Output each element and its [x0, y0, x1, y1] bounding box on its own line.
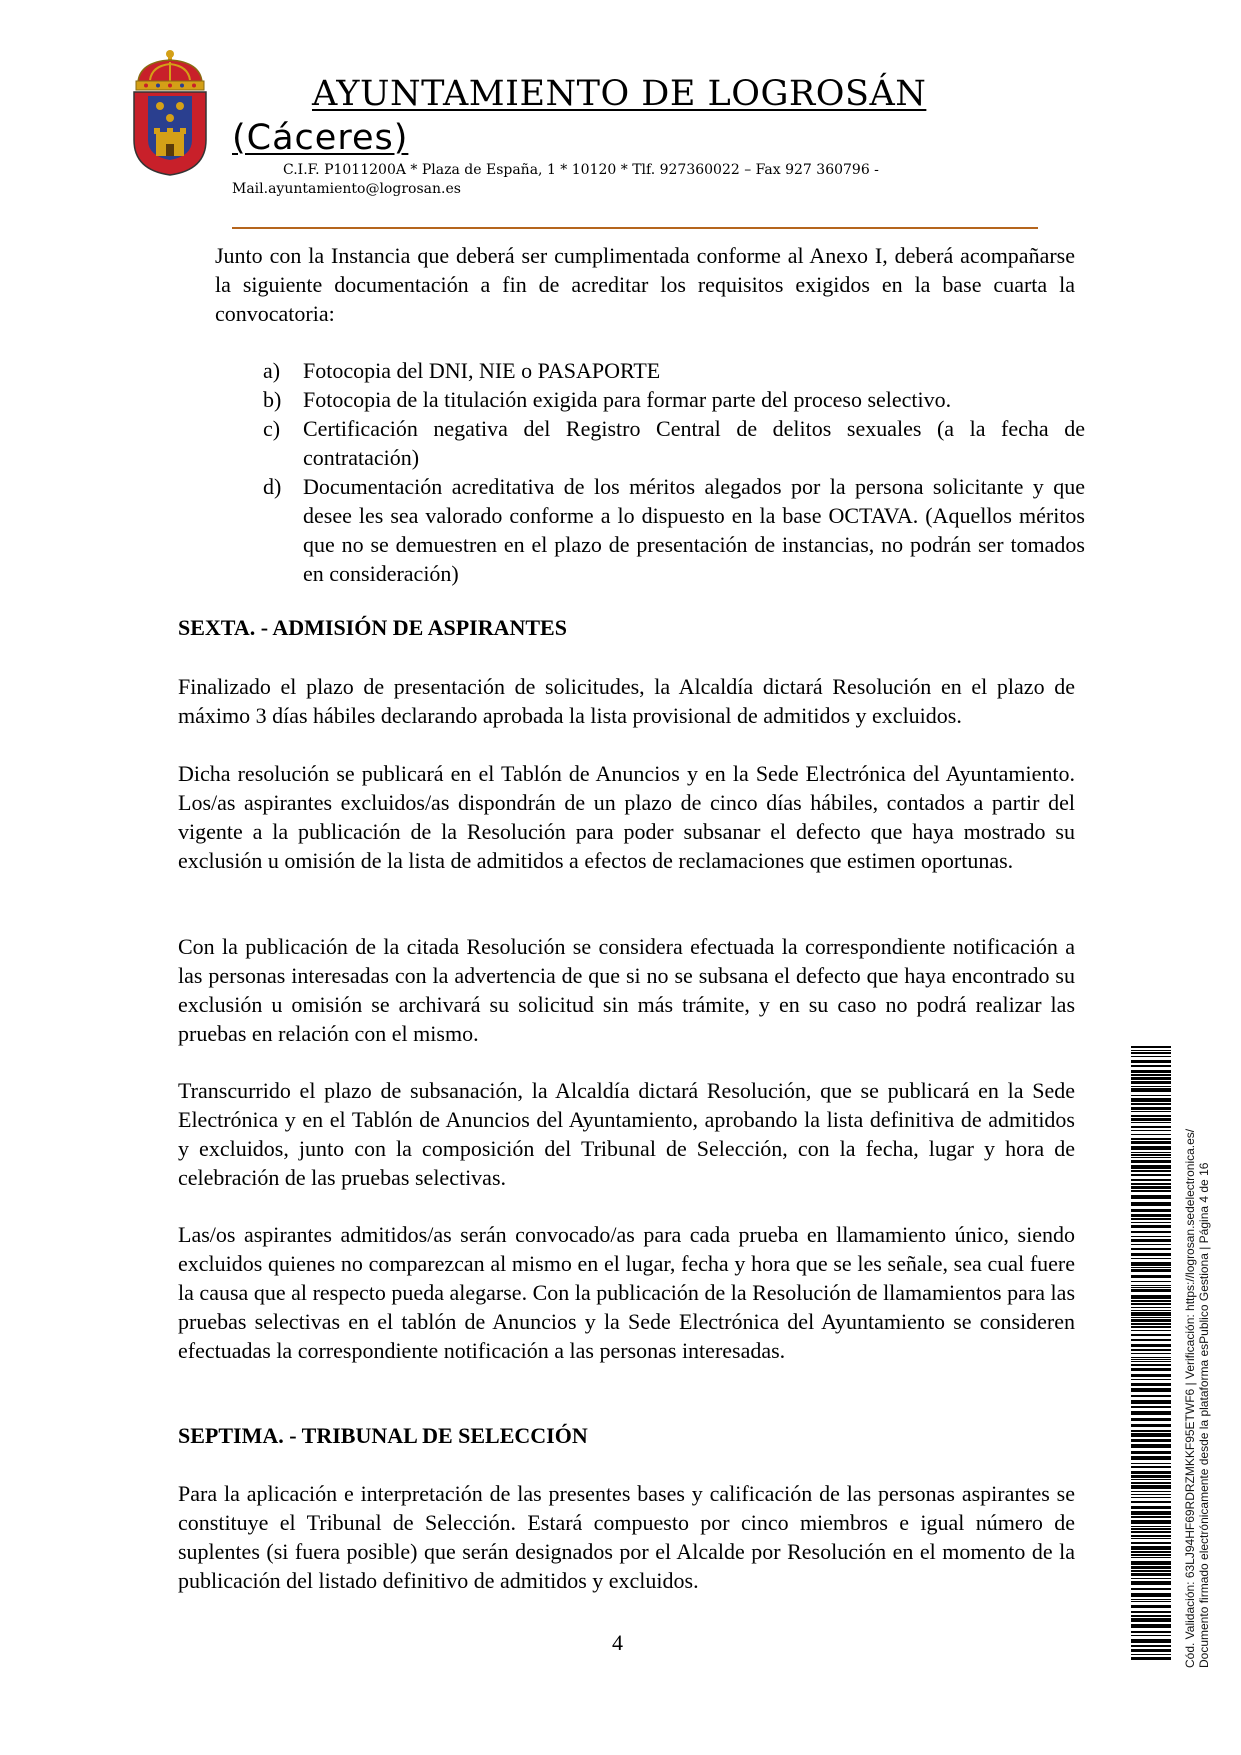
paragraph: Para la aplicación e interpretación de las presentes bases y calificación de las personas aspirantes se constituye el Tribunal de Selección. Estará compuesto por cinco miembros e igual número de suplentes (si fuera posible) que serán designados por el Alcalde por Resolución en el momento de la publicación del listado definitivo de admitidos y excluidos. — [178, 1481, 1075, 1593]
coat-of-arms-icon — [130, 48, 210, 176]
list-item — [263, 385, 1085, 414]
barcode-icon — [1131, 1046, 1171, 1660]
paragraph: Finalizado el plazo de presentación de solicitudes, la Alcaldía dictará Resolución en el plazo de máximo 3 días hábiles declarando aprobada la lista provisional de admitidos y excluidos. — [178, 674, 1075, 728]
section-heading-sexta: SEXTA. - ADMISIÓN DE ASPIRANTES — [178, 615, 567, 640]
page-title: AYUNTAMIENTO DE LOGROSÁN — [312, 74, 927, 114]
list-marker: a) — [263, 358, 281, 383]
list-marker: d) — [263, 474, 282, 499]
header-divider — [232, 227, 1038, 229]
page-subtitle: (Cáceres) — [232, 118, 409, 158]
list-item-text: Fotocopia del DNI, NIE o PASAPORTE — [303, 358, 661, 383]
paragraph: Transcurrido el plazo de subsanación, la Alcaldía dictará Resolución, que se publicará en la Sede Electrónica y en el Tablón de Anuncios del Ayuntamiento, aprobando la lista definitiva de admitidos y excluidos, junto con la composición del Tribunal de Selección, con la fecha, lugar y hora de celebración de las pruebas selectivas. — [178, 1078, 1075, 1190]
validation-line: Cód. Validación: 63LJ94HF69RDRZMKKF95ETWF6 | Verificación: https://logrosan.sedelectronica.es/ — [1183, 1128, 1197, 1668]
list-item — [263, 414, 1085, 472]
list-item-text: Certificación negativa del Registro Central de delitos sexuales (a la fecha de contratación) — [303, 416, 1085, 470]
contact-email: Mail.ayuntamiento@logrosan.es — [232, 181, 461, 197]
list-item — [263, 472, 1085, 588]
documents-list — [263, 356, 1085, 588]
list-item — [263, 356, 1085, 385]
paragraph: Con la publicación de la citada Resolución se considera efectuada la correspondiente notificación a las personas interesadas con la advertencia de que si no se subsana el defecto que haya encontrado su exclusión u omisión se archivará su solicitud sin más trámite, y en su caso no podrá realizar las pruebas en relación con el mismo. — [178, 934, 1075, 1046]
paragraph: Dicha resolución se publicará en el Tablón de Anuncios y en la Sede Electrónica del Ayuntamiento. Los/as aspirantes excluidos/as dispondrán de un plazo de cinco días hábiles, contados a partir del vigente a la publicación de la Resolución para poder subsanar el defecto que haya mostrado su exclusión u omisión de la lista de admitidos a efectos de reclamaciones que estimen oportunas. — [178, 761, 1075, 873]
list-marker: c) — [263, 416, 281, 441]
paragraph: Las/os aspirantes admitidos/as serán convocado/as para cada prueba en llamamiento único, siendo excluidos quienes no comparezcan al mismo en el lugar, fecha y hora que se les señale, sea cual fuere la causa que al respecto pueda alegarse. Con la publicación de la Resolución de llamamientos para las pruebas selectivas en el tablón de Anuncios y la Sede Electrónica del Ayuntamiento se consideren efectuadas la correspondiente notificación a las personas interesadas. — [178, 1222, 1075, 1363]
page-number: 4 — [612, 1630, 623, 1655]
list-item-text: Fotocopia de la titulación exigida para formar parte del proceso selectivo. — [303, 387, 952, 412]
list-marker: b) — [263, 387, 282, 412]
section-heading-septima: SEPTIMA. - TRIBUNAL DE SELECCIÓN — [178, 1423, 588, 1448]
validation-text — [1183, 1129, 1211, 1668]
contact-line: C.I.F. P1011200A * Plaza de España, 1 * 10120 * Tlf. 927360022 – Fax 927 360796 - — [283, 162, 879, 178]
signature-line: Documento firmado electrónicamente desde la plataforma esPublico Gestiona | Página 4 de 16 — [1197, 1162, 1211, 1668]
list-item-text: Documentación acreditativa de los méritos alegados por la persona solicitante y que desee les sea valorado conforme a lo dispuesto en la base OCTAVA. (Aquellos méritos que no se demuestren en el plazo de presentación de instancias, no podrán ser tomados en consideración) — [303, 474, 1085, 586]
intro-paragraph: Junto con la Instancia que deberá ser cumplimentada conforme al Anexo I, deberá acompañarse la siguiente documentación a fin de acreditar los requisitos exigidos en la base cuarta la convocatoria: — [215, 243, 1075, 326]
